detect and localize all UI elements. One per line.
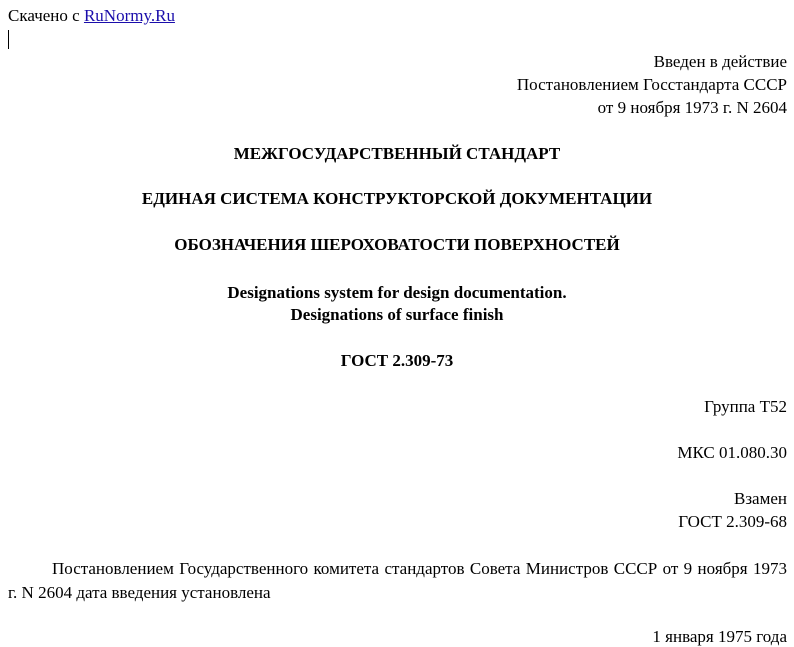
english-title-line-1: Designations system for design documentation. bbox=[227, 283, 567, 302]
source-link[interactable]: RuNormy.Ru bbox=[83, 6, 175, 25]
title-interstate-standard: МЕЖГОСУДАРСТВЕННЫЙ СТАНДАРТ bbox=[233, 144, 561, 163]
effective-date: 1 января 1975 года bbox=[652, 627, 787, 646]
download-source-line bbox=[8, 6, 175, 26]
english-title-line-2: Designations of surface finish bbox=[290, 305, 504, 324]
introduced-line-1: Введен в действие bbox=[653, 52, 787, 71]
introduced-line-3: от 9 ноября 1973 г. N 2604 bbox=[597, 98, 787, 117]
group-code: Группа Т52 bbox=[704, 397, 787, 416]
title-design-documentation-system: ЕДИНАЯ СИСТЕМА КОНСТРУКТОРСКОЙ ДОКУМЕНТАЦИИ bbox=[141, 189, 653, 208]
replaces-label: Взамен bbox=[733, 489, 787, 508]
title-surface-roughness: ОБОЗНАЧЕНИЯ ШЕРОХОВАТОСТИ ПОВЕРХНОСТЕЙ bbox=[174, 235, 620, 254]
replaces-value: ГОСТ 2.309-68 bbox=[678, 512, 787, 531]
decree-paragraph: Постановлением Государственного комитета стандартов Совета Министров СССР от 9 ноября 1973 г. N 2604 дата введения установлена bbox=[8, 559, 787, 602]
introduced-line-2: Постановлением Госстандарта СССР bbox=[516, 75, 787, 94]
text-cursor bbox=[8, 30, 9, 49]
gost-number: ГОСТ 2.309-73 bbox=[340, 351, 454, 370]
download-source-prefix: Скачено с bbox=[8, 6, 80, 25]
mks-code: МКС 01.080.30 bbox=[677, 443, 787, 462]
